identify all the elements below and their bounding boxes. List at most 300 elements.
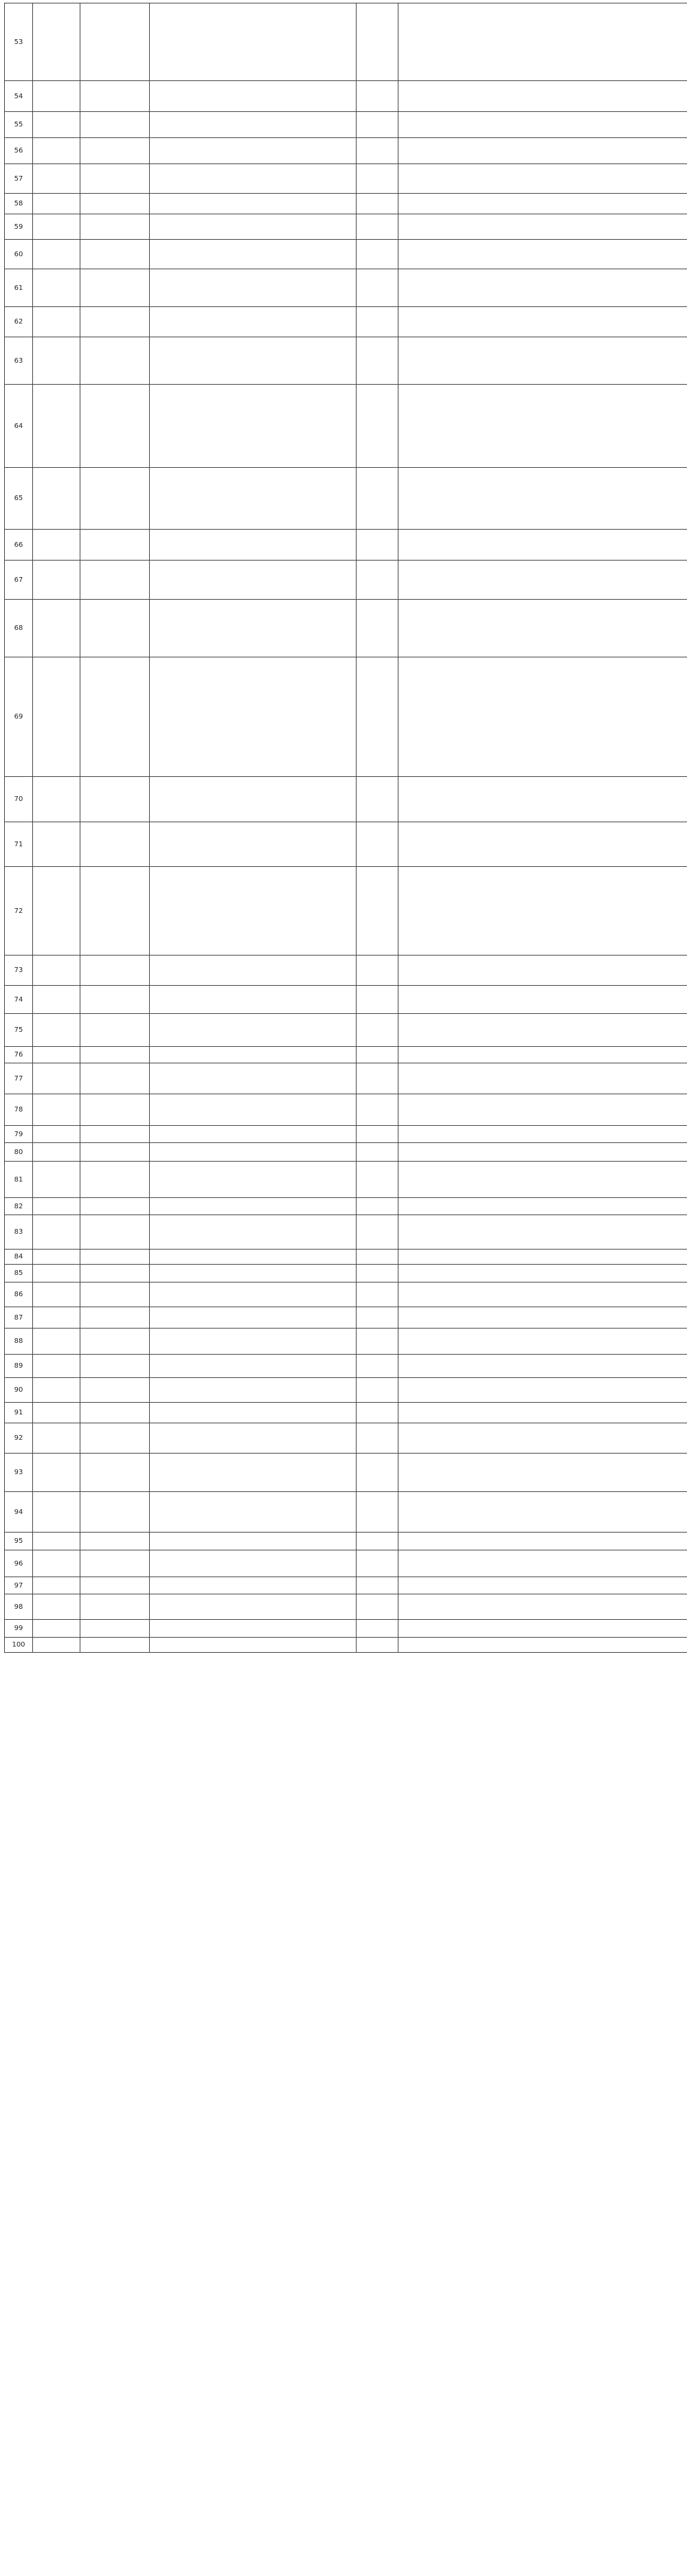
library-cell [33, 337, 80, 385]
access-method-cell [398, 1307, 687, 1329]
access-mode-cell [357, 194, 398, 214]
access-mode-cell [357, 1492, 398, 1533]
access-method-cell [398, 337, 687, 385]
access-method-cell [398, 1014, 687, 1047]
library-cell [33, 1533, 80, 1550]
resource-description-cell [150, 1198, 357, 1215]
access-mode-cell [357, 1454, 398, 1492]
row-number: 83 [5, 1215, 33, 1250]
row-number: 73 [5, 956, 33, 986]
access-method-cell [398, 269, 687, 307]
resource-name-cell [80, 1454, 150, 1492]
table-row [5, 1403, 687, 1423]
table-row [5, 1014, 687, 1047]
access-method-cell [398, 1403, 687, 1423]
resource-description-cell [150, 1403, 357, 1423]
resource-description-cell [150, 1638, 357, 1653]
resource-name-cell [80, 1355, 150, 1378]
library-cell [33, 1063, 80, 1094]
access-method-cell [398, 1620, 687, 1638]
library-cell [33, 1577, 80, 1594]
access-mode-cell [357, 1143, 398, 1162]
row-number: 61 [5, 269, 33, 307]
table-row [5, 3, 687, 81]
table-row [5, 1594, 687, 1620]
resource-name-cell [80, 1329, 150, 1355]
resource-description-cell [150, 1094, 357, 1126]
resource-name-cell [80, 1063, 150, 1094]
access-mode-cell [357, 3, 398, 81]
access-method-cell [398, 164, 687, 194]
resource-description-cell [150, 1047, 357, 1063]
row-number: 57 [5, 164, 33, 194]
access-mode-cell [357, 337, 398, 385]
resource-name-cell [80, 337, 150, 385]
row-number: 80 [5, 1143, 33, 1162]
resource-description-cell [150, 1215, 357, 1250]
row-number: 95 [5, 1533, 33, 1550]
access-mode-cell [357, 1403, 398, 1423]
row-number: 53 [5, 3, 33, 81]
resource-description-cell [150, 112, 357, 138]
access-method-cell [398, 1594, 687, 1620]
library-cell [33, 1355, 80, 1378]
table-row [5, 164, 687, 194]
access-method-cell [398, 1215, 687, 1250]
resource-description-cell [150, 164, 357, 194]
library-cell [33, 657, 80, 777]
resource-name-cell [80, 1198, 150, 1215]
resource-description-cell [150, 1014, 357, 1047]
table-row [5, 867, 687, 956]
library-cell [33, 1215, 80, 1250]
library-cell [33, 3, 80, 81]
access-mode-cell [357, 164, 398, 194]
table-row [5, 1577, 687, 1594]
table-row [5, 1250, 687, 1265]
resource-description-cell [150, 986, 357, 1014]
access-method-cell [398, 138, 687, 164]
resource-name-cell [80, 867, 150, 956]
access-mode-cell [357, 867, 398, 956]
row-number: 100 [5, 1638, 33, 1653]
access-method-cell [398, 561, 687, 600]
access-mode-cell [357, 1355, 398, 1378]
access-mode-cell [357, 214, 398, 240]
access-method-cell [398, 385, 687, 468]
table-row [5, 1307, 687, 1329]
library-cell [33, 1378, 80, 1403]
library-cell [33, 1620, 80, 1638]
resource-name-cell [80, 1047, 150, 1063]
row-number: 66 [5, 530, 33, 561]
access-mode-cell [357, 1014, 398, 1047]
resource-name-cell [80, 164, 150, 194]
access-mode-cell [357, 138, 398, 164]
access-mode-cell [357, 468, 398, 530]
resource-description-cell [150, 1143, 357, 1162]
resource-description-cell [150, 138, 357, 164]
resource-description-cell [150, 1250, 357, 1265]
table-row [5, 657, 687, 777]
library-cell [33, 1047, 80, 1063]
resource-description-cell [150, 269, 357, 307]
library-cell [33, 1307, 80, 1329]
resource-name-cell [80, 1423, 150, 1454]
resource-name-cell [80, 3, 150, 81]
access-mode-cell [357, 561, 398, 600]
library-cell [33, 1265, 80, 1283]
access-mode-cell [357, 986, 398, 1014]
row-number: 70 [5, 777, 33, 822]
table-row [5, 385, 687, 468]
resource-name-cell [80, 1265, 150, 1283]
library-cell [33, 1329, 80, 1355]
access-method-cell [398, 1355, 687, 1378]
table-row [5, 956, 687, 986]
resource-name-cell [80, 600, 150, 657]
access-method-cell [398, 81, 687, 112]
table-row [5, 240, 687, 269]
resource-description-cell [150, 822, 357, 867]
resource-description-cell [150, 530, 357, 561]
row-number: 76 [5, 1047, 33, 1063]
resource-description-cell [150, 1577, 357, 1594]
row-number: 62 [5, 307, 33, 337]
row-number: 77 [5, 1063, 33, 1094]
access-mode-cell [357, 1620, 398, 1638]
access-mode-cell [357, 822, 398, 867]
access-mode-cell [357, 1265, 398, 1283]
access-method-cell [398, 1198, 687, 1215]
resource-name-cell [80, 1403, 150, 1423]
access-mode-cell [357, 777, 398, 822]
library-cell [33, 1638, 80, 1653]
library-cell [33, 561, 80, 600]
access-method-cell [398, 867, 687, 956]
access-mode-cell [357, 1250, 398, 1265]
library-cell [33, 1162, 80, 1198]
table-row [5, 1355, 687, 1378]
access-method-cell [398, 657, 687, 777]
resource-table-body [5, 3, 687, 1653]
library-cell [33, 307, 80, 337]
table-row [5, 1454, 687, 1492]
access-mode-cell [357, 1283, 398, 1307]
access-method-cell [398, 112, 687, 138]
access-mode-cell [357, 600, 398, 657]
access-mode-cell [357, 1126, 398, 1143]
row-number: 89 [5, 1355, 33, 1378]
resource-name-cell [80, 1492, 150, 1533]
resource-description-cell [150, 307, 357, 337]
access-method-cell [398, 1126, 687, 1143]
access-method-cell [398, 240, 687, 269]
library-cell [33, 112, 80, 138]
library-cell [33, 1250, 80, 1265]
resource-name-cell [80, 1620, 150, 1638]
library-cell [33, 1550, 80, 1577]
access-method-cell [398, 822, 687, 867]
row-number: 60 [5, 240, 33, 269]
resource-name-cell [80, 307, 150, 337]
resource-table [4, 3, 687, 1653]
access-method-cell [398, 468, 687, 530]
resource-description-cell [150, 1423, 357, 1454]
row-number: 96 [5, 1550, 33, 1577]
row-number: 64 [5, 385, 33, 468]
library-cell [33, 1094, 80, 1126]
access-mode-cell [357, 1063, 398, 1094]
table-row [5, 307, 687, 337]
access-method-cell [398, 1378, 687, 1403]
access-mode-cell [357, 1198, 398, 1215]
row-number: 71 [5, 822, 33, 867]
access-mode-cell [357, 1594, 398, 1620]
row-number: 85 [5, 1265, 33, 1283]
access-method-cell [398, 194, 687, 214]
access-mode-cell [357, 1329, 398, 1355]
row-number: 91 [5, 1403, 33, 1423]
row-number: 78 [5, 1094, 33, 1126]
resource-description-cell [150, 1162, 357, 1198]
resource-name-cell [80, 1014, 150, 1047]
resource-name-cell [80, 1577, 150, 1594]
access-mode-cell [357, 1378, 398, 1403]
table-row [5, 561, 687, 600]
table-row [5, 1143, 687, 1162]
resource-name-cell [80, 822, 150, 867]
row-number: 59 [5, 214, 33, 240]
resource-description-cell [150, 1307, 357, 1329]
access-mode-cell [357, 657, 398, 777]
access-method-cell [398, 1638, 687, 1653]
resource-description-cell [150, 657, 357, 777]
table-row [5, 112, 687, 138]
resource-name-cell [80, 1378, 150, 1403]
library-cell [33, 1492, 80, 1533]
row-number: 55 [5, 112, 33, 138]
resource-name-cell [80, 269, 150, 307]
resource-description-cell [150, 3, 357, 81]
row-number: 82 [5, 1198, 33, 1215]
library-cell [33, 600, 80, 657]
resource-name-cell [80, 1143, 150, 1162]
access-method-cell [398, 530, 687, 561]
access-mode-cell [357, 81, 398, 112]
table-row [5, 1329, 687, 1355]
table-row [5, 1198, 687, 1215]
resource-description-cell [150, 1594, 357, 1620]
table-row [5, 1492, 687, 1533]
library-cell [33, 1143, 80, 1162]
access-method-cell [398, 1550, 687, 1577]
resource-name-cell [80, 214, 150, 240]
resource-description-cell [150, 956, 357, 986]
resource-name-cell [80, 1094, 150, 1126]
table-row [5, 1047, 687, 1063]
resource-description-cell [150, 1550, 357, 1577]
resource-description-cell [150, 1620, 357, 1638]
resource-name-cell [80, 657, 150, 777]
row-number: 93 [5, 1454, 33, 1492]
table-row [5, 337, 687, 385]
resource-description-cell [150, 1329, 357, 1355]
row-number: 94 [5, 1492, 33, 1533]
access-method-cell [398, 1162, 687, 1198]
library-cell [33, 956, 80, 986]
row-number: 58 [5, 194, 33, 214]
table-row [5, 1215, 687, 1250]
access-method-cell [398, 1329, 687, 1355]
table-row [5, 194, 687, 214]
library-cell [33, 214, 80, 240]
table-row [5, 1423, 687, 1454]
access-mode-cell [357, 1047, 398, 1063]
resource-name-cell [80, 1307, 150, 1329]
access-mode-cell [357, 530, 398, 561]
resource-description-cell [150, 561, 357, 600]
row-number: 86 [5, 1283, 33, 1307]
table-row [5, 1620, 687, 1638]
access-method-cell [398, 1283, 687, 1307]
resource-name-cell [80, 1638, 150, 1653]
row-number: 99 [5, 1620, 33, 1638]
resource-name-cell [80, 1594, 150, 1620]
resource-name-cell [80, 1250, 150, 1265]
library-cell [33, 138, 80, 164]
resource-name-cell [80, 1533, 150, 1550]
table-row [5, 822, 687, 867]
resource-description-cell [150, 240, 357, 269]
library-cell [33, 269, 80, 307]
resource-name-cell [80, 1126, 150, 1143]
table-row [5, 600, 687, 657]
row-number: 79 [5, 1126, 33, 1143]
library-cell [33, 81, 80, 112]
row-number: 56 [5, 138, 33, 164]
resource-name-cell [80, 468, 150, 530]
resource-description-cell [150, 600, 357, 657]
row-number: 87 [5, 1307, 33, 1329]
access-method-cell [398, 307, 687, 337]
row-number: 84 [5, 1250, 33, 1265]
access-method-cell [398, 1143, 687, 1162]
row-number: 72 [5, 867, 33, 956]
table-row [5, 138, 687, 164]
row-number: 69 [5, 657, 33, 777]
resource-name-cell [80, 1162, 150, 1198]
library-cell [33, 468, 80, 530]
table-row [5, 214, 687, 240]
table-row [5, 468, 687, 530]
table-row [5, 1063, 687, 1094]
access-mode-cell [357, 1162, 398, 1198]
access-mode-cell [357, 1638, 398, 1653]
access-mode-cell [357, 1307, 398, 1329]
library-cell [33, 1403, 80, 1423]
resource-description-cell [150, 1283, 357, 1307]
row-number: 67 [5, 561, 33, 600]
row-number: 81 [5, 1162, 33, 1198]
access-mode-cell [357, 385, 398, 468]
row-number: 92 [5, 1423, 33, 1454]
resource-name-cell [80, 1283, 150, 1307]
resource-name-cell [80, 81, 150, 112]
row-number: 90 [5, 1378, 33, 1403]
table-row [5, 1550, 687, 1577]
access-mode-cell [357, 1423, 398, 1454]
access-method-cell [398, 1454, 687, 1492]
table-row [5, 986, 687, 1014]
row-number: 98 [5, 1594, 33, 1620]
library-cell [33, 530, 80, 561]
table-row [5, 530, 687, 561]
resource-description-cell [150, 1265, 357, 1283]
resource-description-cell [150, 1454, 357, 1492]
resource-description-cell [150, 867, 357, 956]
resource-name-cell [80, 777, 150, 822]
resource-description-cell [150, 777, 357, 822]
resource-description-cell [150, 1355, 357, 1378]
access-mode-cell [357, 956, 398, 986]
library-cell [33, 240, 80, 269]
library-cell [33, 822, 80, 867]
resource-name-cell [80, 986, 150, 1014]
table-row [5, 1378, 687, 1403]
access-method-cell [398, 1533, 687, 1550]
resource-description-cell [150, 214, 357, 240]
table-row [5, 269, 687, 307]
resource-description-cell [150, 1126, 357, 1143]
library-cell [33, 1283, 80, 1307]
resource-description-cell [150, 385, 357, 468]
access-mode-cell [357, 269, 398, 307]
resource-name-cell [80, 194, 150, 214]
access-method-cell [398, 1063, 687, 1094]
table-row [5, 777, 687, 822]
resource-description-cell [150, 468, 357, 530]
access-method-cell [398, 1492, 687, 1533]
access-method-cell [398, 1577, 687, 1594]
access-mode-cell [357, 112, 398, 138]
table-row [5, 1533, 687, 1550]
library-cell [33, 986, 80, 1014]
resource-name-cell [80, 1550, 150, 1577]
row-number: 54 [5, 81, 33, 112]
access-method-cell [398, 1094, 687, 1126]
row-number: 74 [5, 986, 33, 1014]
row-number: 65 [5, 468, 33, 530]
access-mode-cell [357, 1094, 398, 1126]
row-number: 97 [5, 1577, 33, 1594]
resource-name-cell [80, 385, 150, 468]
library-cell [33, 1594, 80, 1620]
library-cell [33, 1198, 80, 1215]
resource-name-cell [80, 1215, 150, 1250]
resource-description-cell [150, 1063, 357, 1094]
access-mode-cell [357, 1215, 398, 1250]
access-method-cell [398, 956, 687, 986]
table-row [5, 1265, 687, 1283]
row-number: 75 [5, 1014, 33, 1047]
library-cell [33, 867, 80, 956]
library-cell [33, 777, 80, 822]
resource-description-cell [150, 337, 357, 385]
access-mode-cell [357, 1533, 398, 1550]
resource-name-cell [80, 112, 150, 138]
table-row [5, 1126, 687, 1143]
